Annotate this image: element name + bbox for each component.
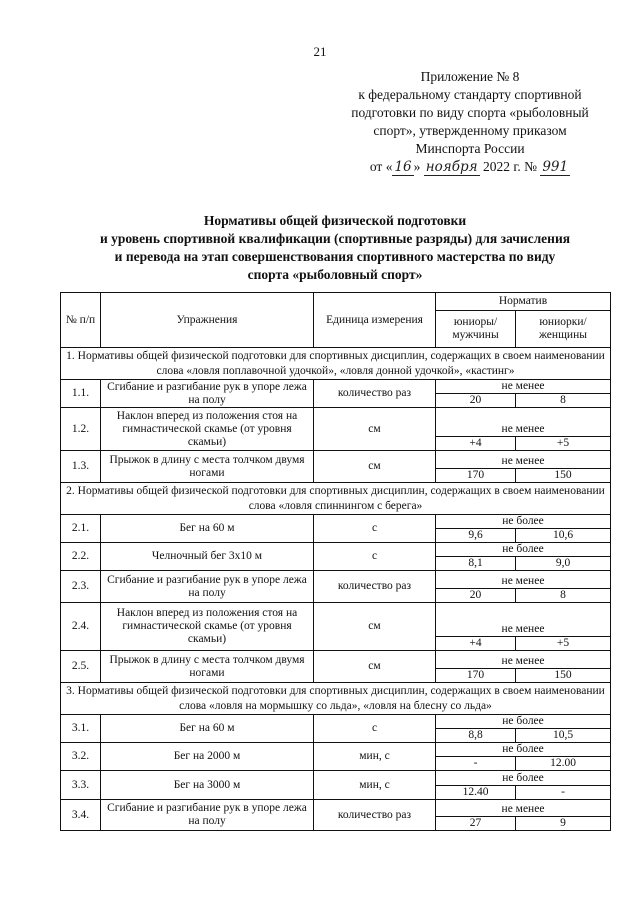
row-unit: см — [314, 408, 436, 451]
row-exercise: Бег на 60 м — [101, 515, 314, 543]
row-num: 3.4. — [61, 800, 101, 831]
table-row — [61, 515, 611, 529]
row-unit: количество раз — [314, 380, 436, 408]
value-female: 12.00 — [516, 757, 611, 771]
value-male: 27 — [436, 817, 516, 831]
row-num: 2.3. — [61, 571, 101, 603]
norm-condition: не более — [436, 515, 611, 529]
title-line: и перевода на этап совершенствования спортивного мастерства по виду — [114, 249, 556, 264]
row-num: 3.1. — [61, 715, 101, 743]
norm-condition: не менее — [436, 408, 611, 437]
row-exercise: Прыжок в длину с места толчком двумя ногами — [101, 651, 314, 683]
document-title — [60, 212, 610, 284]
value-female: 10,5 — [516, 729, 611, 743]
header-norm: Норматив — [436, 293, 611, 311]
value-male: 8,8 — [436, 729, 516, 743]
table-row — [61, 380, 611, 394]
date-prefix: от « — [369, 159, 393, 174]
row-unit: с — [314, 715, 436, 743]
title-line: спорта «рыболовный спорт» — [247, 267, 423, 282]
row-exercise: Бег на 3000 м — [101, 771, 314, 800]
value-male: 170 — [436, 669, 516, 683]
table-row — [61, 451, 611, 469]
norm-condition: не менее — [436, 571, 611, 589]
handwritten-order-number: 991 — [542, 159, 569, 175]
value-female: 8 — [516, 394, 611, 408]
value-female: - — [516, 786, 611, 800]
date-suffix: » — [413, 159, 421, 174]
norm-condition: не менее — [436, 451, 611, 469]
value-male: 9,6 — [436, 529, 516, 543]
row-num: 2.1. — [61, 515, 101, 543]
section-title: 2. Нормативы общей физической подготовки для спортивных дисциплин, содержащих в своем наименовании слова «ловля спиннингом с берега» — [61, 483, 611, 515]
row-num: 1.1. — [61, 380, 101, 408]
row-exercise: Наклон вперед из положения стоя на гимнастической скамье (от уровня скамьи) — [101, 408, 314, 451]
row-num: 1.2. — [61, 408, 101, 451]
value-female: 9 — [516, 817, 611, 831]
row-exercise: Бег на 2000 м — [101, 743, 314, 771]
row-unit: с — [314, 515, 436, 543]
appendix-line: Минспорта России — [415, 141, 525, 156]
norm-condition: не менее — [436, 603, 611, 637]
table-row — [61, 715, 611, 729]
norm-condition: не более — [436, 543, 611, 557]
date-year: 2022 г. № — [482, 159, 537, 174]
title-line: и уровень спортивной квалификации (спортивные разряды) для зачисления — [99, 231, 571, 246]
title-line: Нормативы общей физической подготовки — [203, 213, 467, 228]
row-unit: см — [314, 651, 436, 683]
value-female: 10,6 — [516, 529, 611, 543]
header-unit: Единица измерения — [314, 293, 436, 348]
header-male: юниоры/ мужчины — [436, 311, 516, 348]
page-number: 21 — [313, 44, 327, 59]
section-row — [61, 683, 611, 715]
norm-condition: не менее — [436, 651, 611, 669]
value-male: +4 — [436, 637, 516, 651]
row-num: 2.2. — [61, 543, 101, 571]
norm-condition: не менее — [436, 380, 611, 394]
appendix-line: подготовки по виду спорта «рыболовный — [351, 105, 589, 120]
section-row — [61, 483, 611, 515]
value-male: - — [436, 757, 516, 771]
value-male: 20 — [436, 394, 516, 408]
norm-condition: не более — [436, 743, 611, 757]
table-row — [61, 543, 611, 557]
appendix-line: к федеральному стандарту спортивной — [358, 87, 582, 102]
header-num: № п/п — [61, 293, 101, 348]
row-unit: см — [314, 603, 436, 651]
value-female: +5 — [516, 637, 611, 651]
handwritten-month: ноября — [425, 159, 478, 175]
table-row — [61, 603, 611, 637]
value-female: 150 — [516, 669, 611, 683]
row-exercise: Сгибание и разгибание рук в упоре лежа на полу — [101, 800, 314, 831]
value-female: 150 — [516, 469, 611, 483]
value-female: 8 — [516, 589, 611, 603]
table-row — [61, 571, 611, 589]
row-exercise: Прыжок в длину с места толчком двумя ногами — [101, 451, 314, 483]
row-unit: с — [314, 543, 436, 571]
row-exercise: Сгибание и разгибание рук в упоре лежа на полу — [101, 380, 314, 408]
appendix-line: спорт», утвержденному приказом — [373, 123, 567, 138]
row-unit: см — [314, 451, 436, 483]
appendix-block — [335, 68, 605, 176]
section-row — [61, 348, 611, 380]
table-row — [61, 651, 611, 669]
section-title: 3. Нормативы общей физической подготовки для спортивных дисциплин, содержащих в своем наименовании слова «ловля на мормышку со льда», «ловля на блесну со льда» — [61, 683, 611, 715]
value-male: 20 — [436, 589, 516, 603]
row-exercise: Бег на 60 м — [101, 715, 314, 743]
norm-condition: не менее — [436, 800, 611, 817]
row-exercise: Наклон вперед из положения стоя на гимнастической скамье (от уровня скамьи) — [101, 603, 314, 651]
row-num: 1.3. — [61, 451, 101, 483]
row-unit: мин, с — [314, 771, 436, 800]
table-row — [61, 771, 611, 786]
appendix-date — [335, 158, 605, 176]
row-num: 3.3. — [61, 771, 101, 800]
row-exercise: Сгибание и разгибание рук в упоре лежа на полу — [101, 571, 314, 603]
row-unit: мин, с — [314, 743, 436, 771]
table-row — [61, 408, 611, 437]
header-exercise: Упражнения — [101, 293, 314, 348]
row-num: 2.4. — [61, 603, 101, 651]
norm-condition: не более — [436, 771, 611, 786]
value-male: 170 — [436, 469, 516, 483]
table-row — [61, 800, 611, 817]
row-exercise: Челночный бег 3x10 м — [101, 543, 314, 571]
norm-condition: не более — [436, 715, 611, 729]
section-title: 1. Нормативы общей физической подготовки для спортивных дисциплин, содержащих в своем наименовании слова «ловля поплавочной удочкой», «ловля донной удочкой», «кастинг» — [61, 348, 611, 380]
row-unit: количество раз — [314, 800, 436, 831]
norms-table — [60, 292, 611, 831]
value-female: 9,0 — [516, 557, 611, 571]
value-male: 8,1 — [436, 557, 516, 571]
table-row — [61, 743, 611, 757]
row-unit: количество раз — [314, 571, 436, 603]
handwritten-day: 16 — [394, 159, 412, 175]
value-male: +4 — [436, 437, 516, 451]
value-female: +5 — [516, 437, 611, 451]
appendix-line: Приложение № 8 — [420, 69, 520, 84]
value-male: 12.40 — [436, 786, 516, 800]
row-num: 3.2. — [61, 743, 101, 771]
row-num: 2.5. — [61, 651, 101, 683]
header-female: юниорки/ женщины — [516, 311, 611, 348]
